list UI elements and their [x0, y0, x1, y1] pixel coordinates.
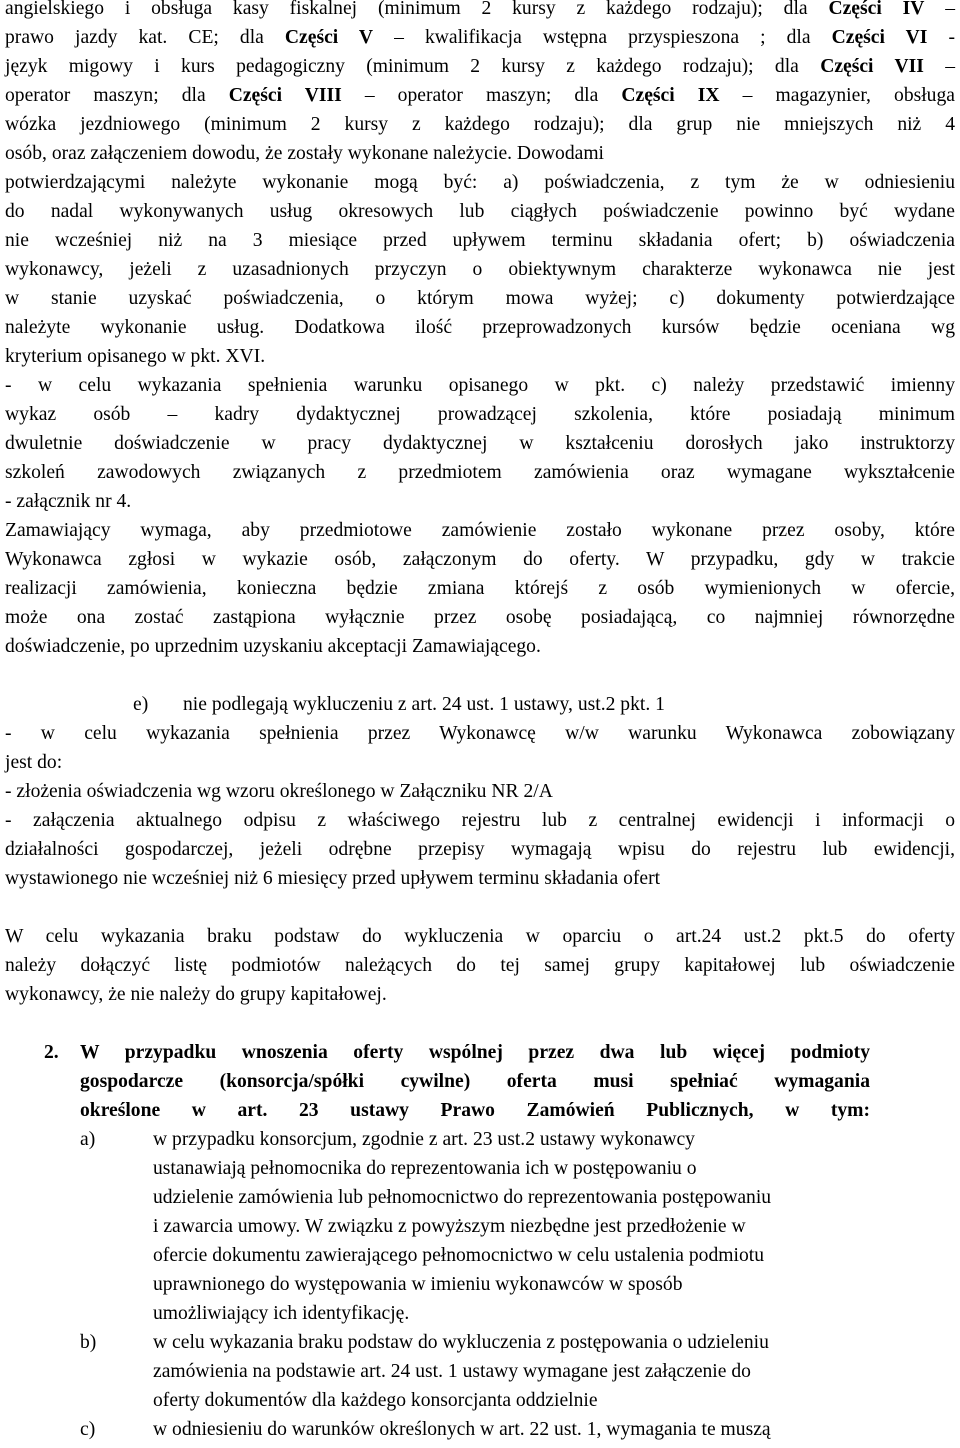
- text-line: [5, 0, 955, 23]
- text-span: –: [923, 56, 955, 77]
- text-line: do nadal wykonywanych usług okresowych lub ciągłych poświadczenie powinno być wydane: [5, 201, 955, 222]
- item-text-line: i zawarcia umowy. W związku z powyższym niezbędne jest przedłożenie w: [153, 1216, 746, 1237]
- text-line: szkoleń zawodowych związanych z przedmiotem zamówienia oraz wymagane wykształcenie: [5, 462, 955, 483]
- bold-term: Części VII: [820, 56, 924, 77]
- text-line: może ona zostać zastąpiona wyłącznie przez osobę posiadającą, co najmniej równorzędne: [5, 607, 955, 628]
- item-text-line: uprawnionego do występowania w imieniu wykonawców w sposób: [153, 1274, 683, 1295]
- text-line: Wykonawca zgłosi w wykazie osób, załączonym do oferty. W przypadku, gdy w trakcie: [5, 549, 955, 570]
- item-label: c): [80, 1419, 96, 1440]
- item-text-line: zamówienia na podstawie art. 24 ust. 1 ustawy wymagane jest załączenie do: [153, 1361, 751, 1382]
- text-line: [5, 23, 955, 52]
- text-line: potwierdzającymi należyte wykonanie mogą być: a) poświadczenia, z tym że w odniesieniu: [5, 172, 955, 193]
- text-span: – operator maszyn; dla: [341, 85, 622, 106]
- text-line: Zamawiający wymaga, aby przedmiotowe zamówienie zostało wykonane przez osoby, które: [5, 520, 955, 541]
- text-line: nie wcześniej niż na 3 miesiące przed upływem terminu składania ofert; b) oświadczenia: [5, 230, 955, 251]
- text-span: angielskiego i obsługa kasy fiskalnej (minimum 2 kursy z każdego rodzaju); dla: [5, 0, 829, 19]
- text-line: wykonawcy, jeżeli z uzasadnionych przyczyn o obiektywnym charakterze wykonawca nie jest: [5, 259, 955, 280]
- text-line: należyte wykonanie usług. Dodatkowa ilość przeprowadzonych kursów będzie oceniana wg: [5, 317, 955, 338]
- text-span: język migowy i kurs pedagogiczny (minimum 2 kursy z każdego rodzaju); dla: [5, 56, 821, 77]
- text-line: - w celu wykazania spełnienia przez Wykonawcę w/w warunku Wykonawca zobowiązany: [5, 723, 955, 744]
- text-line: [5, 81, 955, 110]
- item-label: e): [133, 694, 149, 715]
- text-line: wykonawcy, że nie należy do grupy kapitałowej.: [5, 984, 387, 1005]
- text-line: wykaz osób – kadry dydaktycznej prowadzącej szkolenia, które posiadają minimum: [5, 404, 955, 425]
- text-line: wystawionego nie wcześniej niż 6 miesięcy przed upływem terminu składania ofert: [5, 868, 661, 889]
- text-line: realizacji zamówienia, konieczna będzie zmiana którejś z osób wymienionych w ofercie,: [5, 578, 955, 599]
- text-span: -: [927, 27, 955, 48]
- text-line: - załącznik nr 4.: [5, 491, 132, 512]
- text-line: [5, 52, 955, 81]
- section-heading-line: W przypadku wnoszenia oferty wspólnej przez dwa lub więcej podmioty: [80, 1042, 870, 1063]
- section-number: 2.: [44, 1042, 59, 1063]
- text-line: - załączenia aktualnego odpisu z właściwego rejestru lub z centralnej ewidencji i informacji o: [5, 810, 955, 831]
- text-span: – magazynier, obsługa: [719, 85, 955, 106]
- bold-term: Części VI: [831, 27, 928, 48]
- bold-term: Części IV: [828, 0, 925, 19]
- text-line: osób, oraz załączeniem dowodu, że zostały wykonane należycie. Dowodami: [5, 143, 605, 164]
- text-span: –: [924, 0, 955, 19]
- text-line: W celu wykazania braku podstaw do wykluczenia w oparciu o art.24 ust.2 pkt.5 do oferty: [5, 926, 955, 947]
- text-line: wózka jezdniowego (minimum 2 kursy z każdego rodzaju); dla grup nie mniejszych niż 4: [5, 114, 955, 135]
- item-text-line: ofercie dokumentu zawierającego pełnomocnictwo w celu ustalenia podmiotu: [153, 1245, 764, 1266]
- text-span: prawo jazdy kat. CE; dla: [5, 27, 285, 48]
- text-line: dwuletnie doświadczenie w pracy dydaktycznej w kształceniu dorosłych jako instruktorzy: [5, 433, 955, 454]
- text-span: operator maszyn; dla: [5, 85, 229, 106]
- item-text-line: w celu wykazania braku podstaw do wykluczenia z postępowania o udzieleniu: [153, 1332, 769, 1353]
- text-line: kryterium opisanego w pkt. XVI.: [5, 346, 266, 367]
- text-line: doświadczenie, po uprzednim uzyskaniu akceptacji Zamawiającego.: [5, 636, 541, 657]
- item-text-line: ustanawiają pełnomocnika do reprezentowania ich w postępowaniu o: [153, 1158, 697, 1179]
- item-text: nie podlegają wykluczeniu z art. 24 ust. 1 ustawy, ust.2 pkt. 1: [183, 694, 665, 715]
- item-text-line: oferty dokumentów dla każdego konsorcjanta oddzielnie: [153, 1390, 598, 1411]
- bold-term: Części VIII: [228, 85, 342, 106]
- section-heading-line: gospodarcze (konsorcja/spółki cywilne) oferta musi spełniać wymagania: [80, 1071, 870, 1092]
- item-text-line: umożliwiający ich identyfikację.: [153, 1303, 410, 1324]
- section-heading-line: określone w art. 23 ustawy Prawo Zamówień Publicznych, w tym:: [80, 1100, 870, 1121]
- text-line: działalności gospodarczej, jeżeli odrębne przepisy wymagają wpisu do rejestru lub ewidencji,: [5, 839, 955, 860]
- text-line: należy dołączyć listę podmiotów należących do tej samej grupy kapitałowej lub oświadczenie: [5, 955, 955, 976]
- item-label: b): [80, 1332, 97, 1353]
- bold-term: Części IX: [621, 85, 720, 106]
- item-label: a): [80, 1129, 96, 1150]
- text-line: - w celu wykazania spełnienia warunku opisanego w pkt. c) należy przedstawić imienny: [5, 375, 955, 396]
- text-line: - złożenia oświadczenia wg wzoru określonego w Załączniku NR 2/A: [5, 781, 553, 802]
- item-text-line: udzielenie zamówienia lub pełnomocnictwo do reprezentowania postępowaniu: [153, 1187, 772, 1208]
- bold-term: Części V: [284, 27, 374, 48]
- text-line: w stanie uzyskać poświadczenia, o którym mowa wyżej; c) dokumenty potwierdzające: [5, 288, 955, 309]
- item-text-line: w odniesieniu do warunków określonych w art. 22 ust. 1, wymagania te muszą: [153, 1419, 771, 1440]
- text-line: jest do:: [5, 752, 63, 773]
- item-text-line: w przypadku konsorcjum, zgodnie z art. 23 ust.2 ustawy wykonawcy: [153, 1129, 695, 1150]
- text-span: – kwalifikacja wstępna przyspieszona ; dla: [373, 27, 832, 48]
